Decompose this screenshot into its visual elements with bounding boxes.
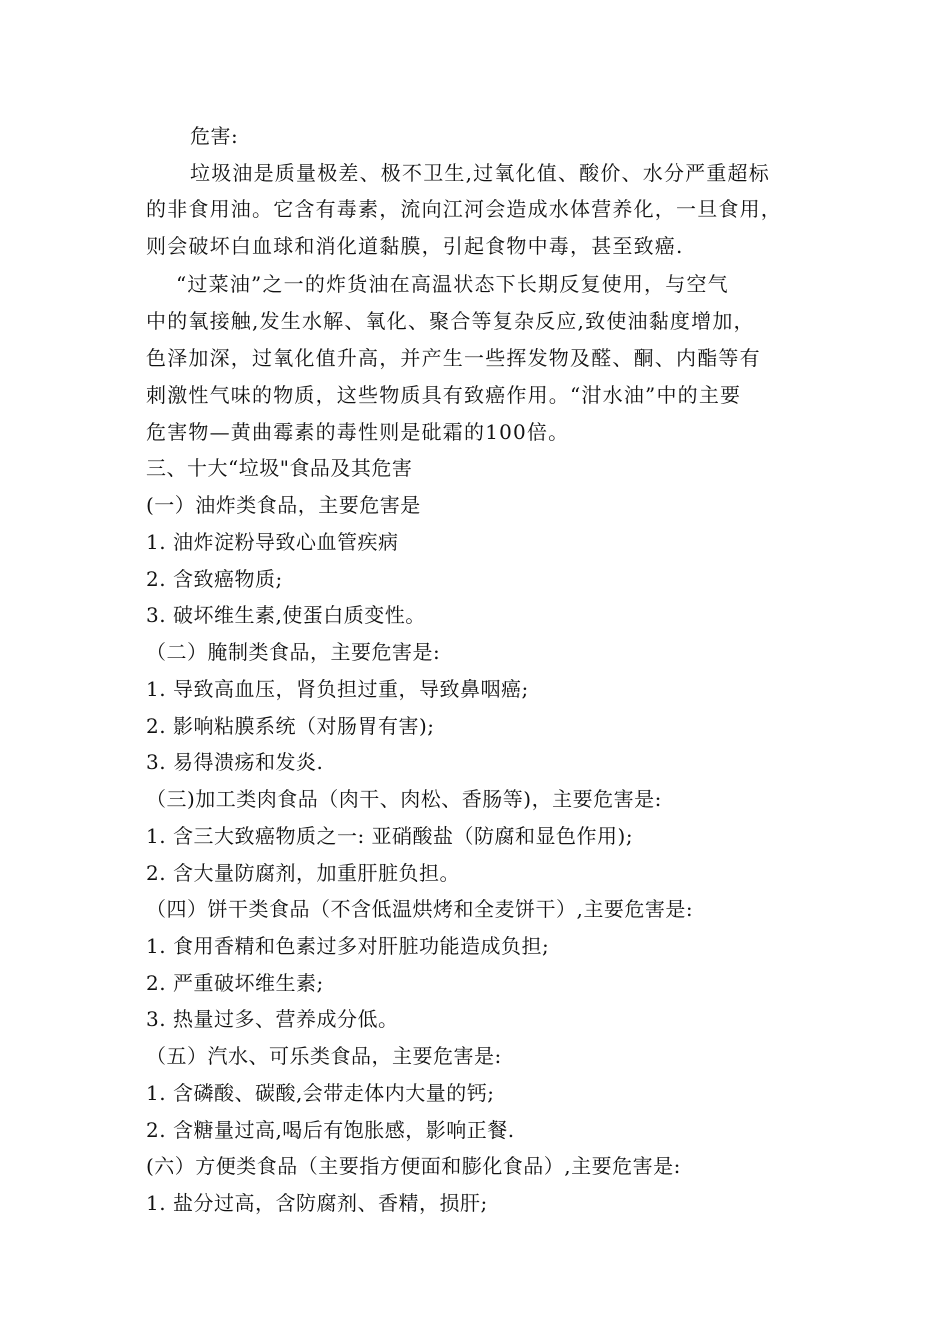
paragraph2-line: “过菜油”之一的炸货油在高温状态下长期反复使用，与空气 xyxy=(176,272,729,296)
list-item: 2. 影响粘膜系统（对肠胃有害); xyxy=(146,714,435,738)
section-title: 三、十大“垃圾"食品及其危害 xyxy=(146,456,413,480)
paragraph1-line: 垃圾油是质量极差、极不卫生,过氧化值、酸价、水分严重超标 xyxy=(190,161,770,185)
category-heading: （四）饼干类食品（不含低温烘烤和全麦饼干）,主要危害是: xyxy=(146,897,694,921)
list-item: 1. 含磷酸、碳酸,会带走体内大量的钙; xyxy=(146,1081,495,1105)
list-item: 3. 易得溃疡和发炎. xyxy=(146,750,324,774)
paragraph1-line: 则会破坏白血球和消化道黏膜，引起食物中毒，甚至致癌. xyxy=(146,234,684,258)
list-item: 1. 含三大致癌物质之一: 亚硝酸盐（防腐和显色作用); xyxy=(146,824,634,848)
list-item: 3. 热量过多、营养成分低。 xyxy=(146,1007,399,1031)
paragraph1-line: 的非食用油。它含有毒素，流向江河会造成水体营养化，一旦食用， xyxy=(146,197,782,221)
category-heading: （三)加工类肉食品（肉干、肉松、香肠等)，主要危害是: xyxy=(146,787,662,811)
list-item: 2. 严重破坏维生素; xyxy=(146,971,324,995)
list-item: 2. 含致癌物质; xyxy=(146,567,283,591)
paragraph2-line: 刺激性气味的物质，这些物质具有致癌作用。“泔水油”中的主要 xyxy=(146,383,742,407)
category-heading: (一）油炸类食品，主要危害是 xyxy=(146,493,421,517)
list-item: 2. 含糖量过高,喝后有饱胀感，影响正餐. xyxy=(146,1118,515,1142)
list-item: 1. 油炸淀粉导致心血管疾病 xyxy=(146,530,399,554)
category-heading: （二）腌制类食品，主要危害是: xyxy=(146,640,441,664)
category-heading: (六）方便类食品（主要指方便面和膨化食品）,主要危害是: xyxy=(146,1154,681,1178)
list-item: 1. 盐分过高，含防腐剂、香精，损肝; xyxy=(146,1191,488,1215)
paragraph2-line: 色泽加深，过氧化值升高，并产生一些挥发物及醛、酮、内酯等有 xyxy=(146,346,761,370)
list-item: 3. 破坏维生素,使蛋白质变性。 xyxy=(146,603,426,627)
paragraph2-line: 危害物—黄曲霉素的毒性则是砒霜的100倍。 xyxy=(146,420,570,444)
intro-heading: 危害: xyxy=(190,124,239,148)
category-heading: （五）汽水、可乐类食品，主要危害是: xyxy=(146,1044,502,1068)
paragraph2-line: 中的氧接触,发生水解、氧化、聚合等复杂反应,致使油黏度增加， xyxy=(146,309,755,333)
list-item: 1. 食用香精和色素过多对肝脏功能造成负担; xyxy=(146,934,550,958)
list-item: 2. 含大量防腐剂，加重肝脏负担。 xyxy=(146,861,460,885)
list-item: 1. 导致高血压，肾负担过重，导致鼻咽癌; xyxy=(146,677,529,701)
